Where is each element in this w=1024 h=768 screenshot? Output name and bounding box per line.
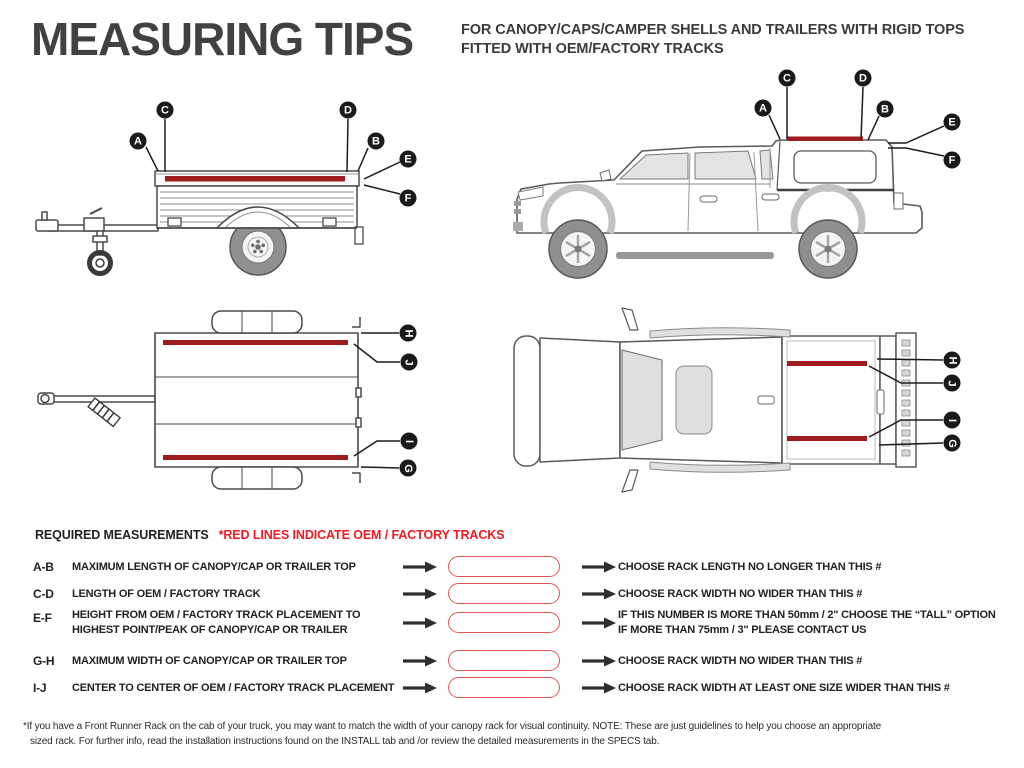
callout-badge-i: I	[401, 433, 418, 450]
trailer-side-view-illustration	[30, 95, 422, 295]
truck-top-view-illustration	[505, 303, 975, 505]
callout-badge-i: I	[944, 412, 961, 429]
callout-badge-f: F	[400, 190, 417, 207]
footnote-line-2: sized rack. For further info, read the installation instructions found on the INSTALL tab and /or review the detailed measurements in the SPECS tab.	[30, 736, 660, 747]
callout-badge-c: C	[779, 70, 796, 87]
measurement-description	[72, 608, 360, 638]
callout-badge-g: G	[400, 460, 417, 477]
arrow-right-icon	[403, 655, 437, 667]
measurement-guidance: CHOOSE RACK WIDTH AT LEAST ONE SIZE WIDER THAN THIS #	[618, 682, 950, 694]
description-line-1: HEIGHT FROM OEM / FACTORY TRACK PLACEMENT TO	[72, 609, 361, 621]
measurement-guidance: CHOOSE RACK LENGTH NO LONGER THAN THIS #	[618, 561, 882, 573]
measurement-guidance: CHOOSE RACK WIDTH NO WIDER THAN THIS #	[618, 655, 863, 667]
callout-badge-h: H	[400, 325, 417, 342]
arrow-right-icon	[582, 561, 616, 573]
callout-badge-c: C	[157, 102, 174, 119]
callout-badge-d: D	[855, 70, 872, 87]
callout-badge-g: G	[944, 435, 961, 452]
measurement-blank-field	[448, 677, 560, 698]
measurement-row-gh	[33, 650, 1024, 672]
measurement-row-ij	[33, 677, 1024, 699]
callout-badge-b: B	[877, 101, 894, 118]
arrow-right-icon	[582, 682, 616, 694]
page-title: MEASURING TIPS	[31, 13, 414, 65]
measurement-id: I-J	[33, 681, 47, 695]
measurement-blank-field	[448, 556, 560, 577]
arrow-right-icon	[582, 588, 616, 600]
guidance-line-1: IF THIS NUMBER IS MORE THAN 50mm / 2" CHOOSE THE “TALL” OPTION	[618, 609, 996, 621]
trailer-top-view-illustration	[30, 300, 430, 500]
callout-badge-e: E	[944, 114, 961, 131]
footnote-line-1: *If you have a Front Runner Rack on the cab of your truck, you may want to match the width of your canopy rack for visual continuity. NOTE: These are just guidelines to help you choose an appropriate	[23, 721, 882, 732]
measurement-blank-field	[448, 583, 560, 604]
measurement-row-ef	[33, 607, 1024, 639]
subtitle-line-1: FOR CANOPY/CAPS/CAMPER SHELLS AND TRAILERS WITH RIGID TOPS	[461, 22, 965, 38]
callout-badge-d: D	[340, 102, 357, 119]
callout-badge-f: F	[944, 152, 961, 169]
callout-badge-a: A	[130, 133, 147, 150]
subtitle-line-2: FITTED WITH OEM/FACTORY TRACKS	[461, 41, 724, 57]
arrow-right-icon	[403, 682, 437, 694]
description-line-2: HIGHEST POINT/PEAK OF CANOPY/CAP OR TRAILER	[72, 624, 348, 636]
legend-heading: REQUIRED MEASUREMENTS	[35, 528, 209, 542]
arrow-right-icon	[582, 617, 616, 629]
measurement-id: A-B	[33, 560, 54, 574]
measurement-description: MAXIMUM WIDTH OF CANOPY/CAP OR TRAILER TOP	[72, 655, 347, 667]
measurement-row-ab	[33, 556, 1024, 578]
measurement-description: MAXIMUM LENGTH OF CANOPY/CAP OR TRAILER TOP	[72, 561, 356, 573]
callout-badge-j: J	[944, 375, 961, 392]
callout-badge-a: A	[755, 100, 772, 117]
callout-badge-h: H	[944, 352, 961, 369]
required-measurements-heading	[35, 528, 504, 542]
arrow-right-icon	[403, 588, 437, 600]
guidance-line-2: IF MORE THAN 75mm / 3" PLEASE CONTACT US	[618, 624, 867, 636]
callout-badge-e: E	[400, 151, 417, 168]
measurement-blank-field	[448, 612, 560, 633]
arrow-right-icon	[403, 561, 437, 573]
page-subtitle	[461, 21, 964, 59]
measurement-id: E-F	[33, 611, 52, 625]
measurement-id: G-H	[33, 654, 55, 668]
measurement-row-cd	[33, 583, 1024, 605]
measurement-guidance: CHOOSE RACK WIDTH NO WIDER THAN THIS #	[618, 588, 863, 600]
measurement-blank-field	[448, 650, 560, 671]
arrow-right-icon	[403, 617, 437, 629]
measurement-description: LENGTH OF OEM / FACTORY TRACK	[72, 588, 261, 600]
measurement-guidance	[618, 608, 996, 638]
measurement-description: CENTER TO CENTER OF OEM / FACTORY TRACK PLACEMENT	[72, 682, 395, 694]
truck-side-view-illustration	[505, 62, 975, 292]
footnote	[23, 719, 881, 749]
arrow-right-icon	[582, 655, 616, 667]
measurement-id: C-D	[33, 587, 54, 601]
callout-badge-j: J	[401, 354, 418, 371]
red-lines-note: *RED LINES INDICATE OEM / FACTORY TRACKS	[218, 528, 505, 542]
callout-badge-b: B	[368, 133, 385, 150]
